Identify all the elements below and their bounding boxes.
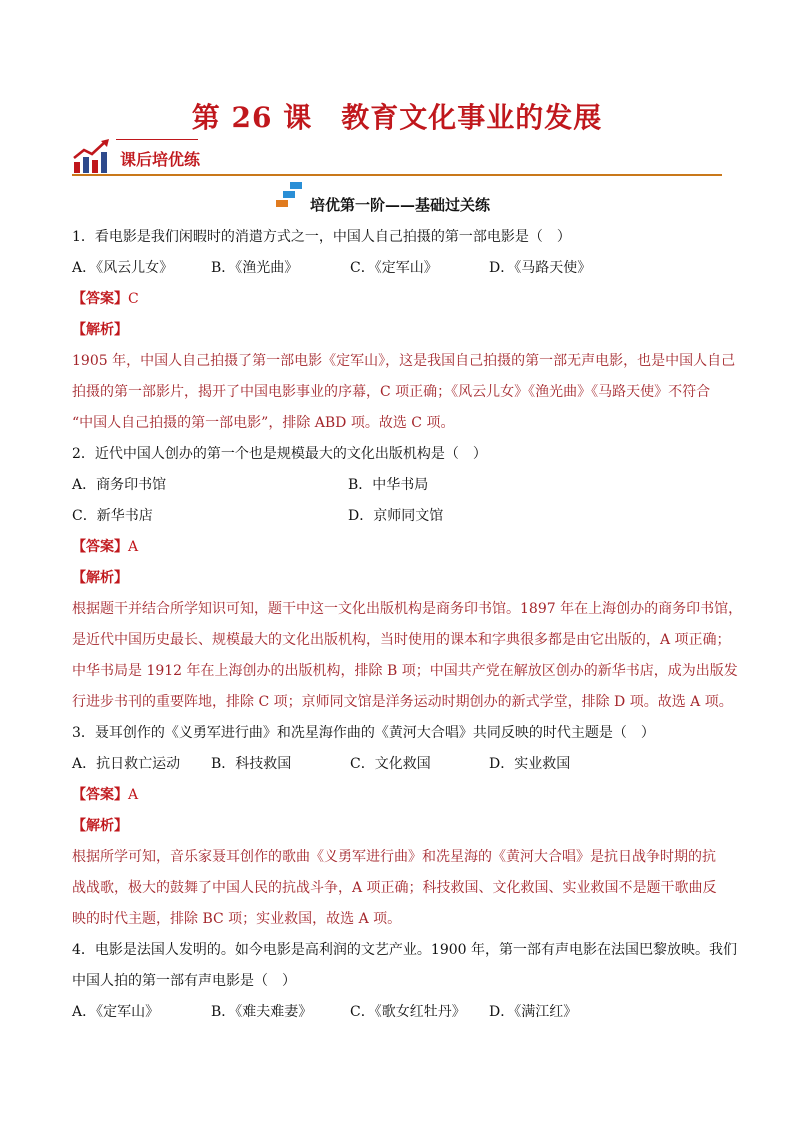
answer-value: A xyxy=(128,787,139,803)
question-stem: 3．聂耳创作的《义勇军进行曲》和冼星海作曲的《黄河大合唱》共同反映的时代主题是（ ） xyxy=(72,725,655,741)
option-row xyxy=(72,749,722,780)
question-stem: 4．电影是法国人发明的。如今电影是高利润的文艺产业。1900 年，第一部有声电影在法国巴黎放映。我们 xyxy=(72,942,737,958)
explanation-line: 拍摄的第一部影片，揭开了中国电影事业的序幕，C 项正确；《风云儿女》《渔光曲》《马路天使》不符合 xyxy=(72,384,711,400)
option-d: D．实业救国 xyxy=(489,756,571,772)
option-c: C．新华书店 xyxy=(72,508,153,524)
option-a: A．《风云儿女》 xyxy=(72,260,174,276)
page-title: 第 26 课 教育文化事业的发展 xyxy=(191,101,603,134)
question-stem: 中国人拍的第一部有声电影是（ ） xyxy=(72,973,296,989)
option-c: C．《歌女红牡丹》 xyxy=(350,1004,466,1020)
answer-value: C xyxy=(128,291,139,307)
answer-line xyxy=(72,532,722,563)
question-stem: 1．看电影是我们闲暇时的消遣方式之一，中国人自己拍摄的第一部电影是（ ） xyxy=(72,229,571,245)
option-row xyxy=(72,501,722,532)
explanation-line: 中华书局是 1912 年在上海创办的出版机构，排除 B 项；中国共产党在解放区创办的新华书店，成为出版发 xyxy=(72,663,738,679)
option-a: A．抗日救亡运动 xyxy=(72,756,181,772)
explanation-line: 根据题干并结合所学知识可知，题干中这一文化出版机构是商务印书馆。1897 年在上海创办的商务印书馆， xyxy=(72,601,743,617)
subsection-title: 培优第一阶——基础过关练 xyxy=(310,196,491,214)
question-stem: 2．近代中国人创办的第一个也是规模最大的文化出版机构是（ ） xyxy=(72,446,487,462)
answer-label: 【答案】 xyxy=(72,291,128,307)
option-row xyxy=(72,997,722,1028)
stairs-icon xyxy=(274,182,306,208)
answer-value: A xyxy=(128,539,139,555)
option-d: D．《马路天使》 xyxy=(489,260,592,276)
option-a: A．商务印书馆 xyxy=(72,477,167,493)
option-a: A．《定军山》 xyxy=(72,1004,160,1020)
option-b: B．《难夫难妻》 xyxy=(211,1004,313,1020)
option-row xyxy=(72,470,722,501)
header-bottom-rule xyxy=(72,174,722,176)
section-header xyxy=(72,134,722,178)
explanation-line: 行进步书刊的重要阵地，排除 C 项；京师同文馆是洋务运动时期创办的新式学堂，排除 D 项。故选 A 项。 xyxy=(72,694,733,710)
question-list xyxy=(72,222,743,1028)
option-d: D．京师同文馆 xyxy=(348,508,444,524)
header-top-rule xyxy=(116,139,198,140)
option-c: C．文化救国 xyxy=(350,756,431,772)
explanation-line: 根据所学可知，音乐家聂耳创作的歌曲《义勇军进行曲》和冼星海的《黄河大合唱》是抗日战争时期的抗 xyxy=(72,849,716,865)
answer-line xyxy=(72,284,722,315)
subsection-header xyxy=(0,182,794,212)
explanation-line: 是近代中国历史最长、规模最大的文化出版机构，当时使用的课本和字典很多都是由它出版的，A 项正确； xyxy=(72,632,731,648)
explanation-line: 1905 年，中国人自己拍摄了第一部电影《定军山》，这是我国自己拍摄的第一部无声电影，也是中国人自己 xyxy=(72,353,736,369)
explanation-line: 战战歌，极大的鼓舞了中国人民的抗战斗争，A 项正确；科技救国、文化救国、实业救国不是题干歌曲反 xyxy=(72,880,717,896)
growth-chart-icon xyxy=(72,138,112,174)
option-row xyxy=(72,253,722,284)
analysis-label: 【解析】 xyxy=(72,818,128,834)
option-b: B．《渔光曲》 xyxy=(211,260,299,276)
option-b: B．科技救国 xyxy=(211,756,292,772)
analysis-label: 【解析】 xyxy=(72,322,128,338)
answer-label: 【答案】 xyxy=(72,787,128,803)
explanation-line: “中国人自己拍摄的第一部电影”，排除 ABD 项。故选 C 项。 xyxy=(72,415,455,431)
answer-label: 【答案】 xyxy=(72,539,128,555)
option-c: C．《定军山》 xyxy=(350,260,438,276)
analysis-label: 【解析】 xyxy=(72,570,128,586)
section-label: 课后培优练 xyxy=(120,150,201,169)
answer-line xyxy=(72,780,722,811)
option-b: B．中华书局 xyxy=(348,477,429,493)
option-d: D．《满江红》 xyxy=(489,1004,578,1020)
explanation-line: 映的时代主题，排除 BC 项；实业救国，故选 A 项。 xyxy=(72,911,402,927)
